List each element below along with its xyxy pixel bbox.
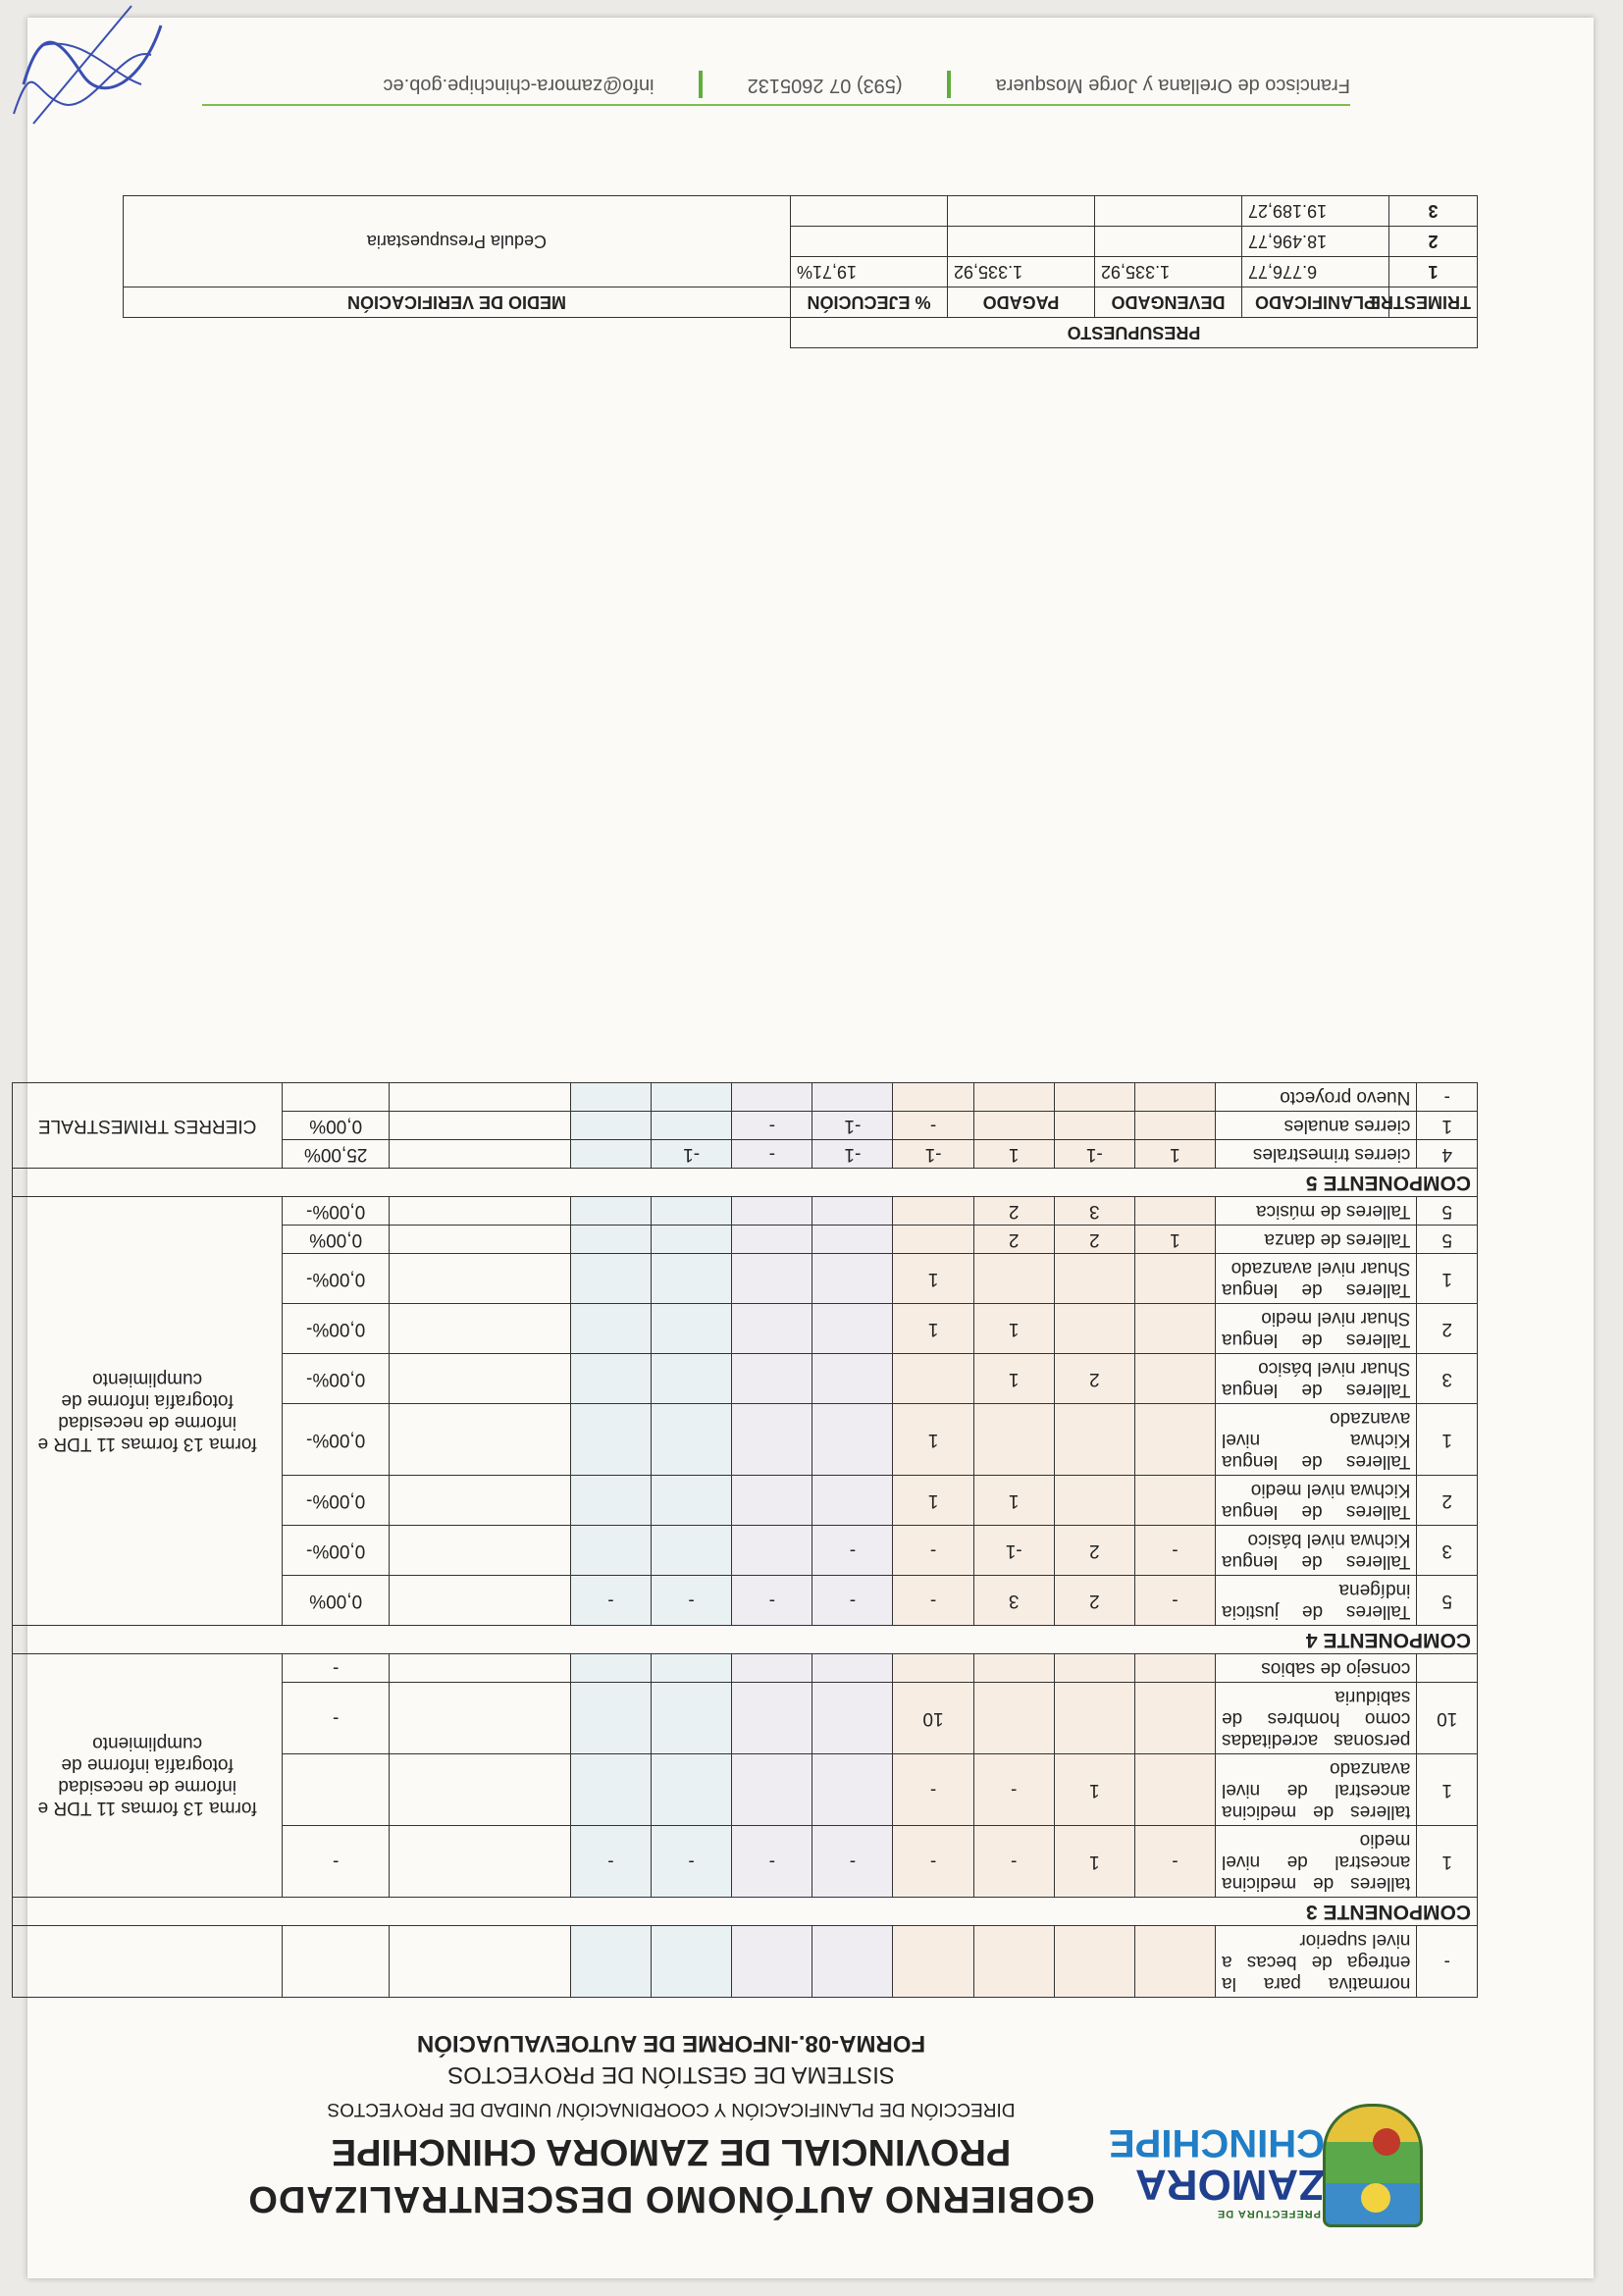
quarter-cell: -: [893, 1526, 973, 1576]
activity-cell: Talleres de lengua Kichwa nivel avanzado: [1216, 1404, 1417, 1476]
quarter-cell: 3: [1054, 1197, 1134, 1226]
quarter-cell: [973, 1112, 1054, 1140]
quarter-cell: 2: [973, 1226, 1054, 1254]
quarter-cell: 3: [973, 1576, 1054, 1626]
quarter-cell: -: [570, 1826, 651, 1898]
pct-cell: 0,00%-: [283, 1354, 390, 1404]
quarter-cell: [652, 1404, 732, 1476]
quarter-cell: [893, 1926, 973, 1998]
pct-cell: 0,00%: [283, 1576, 390, 1626]
quarter-cell: [812, 1354, 893, 1404]
quarter-cell: [1054, 1083, 1134, 1112]
quarter-cell: [652, 1254, 732, 1304]
activity-cell: Talleres de lengua Shuar nivel avanzado: [1216, 1254, 1417, 1304]
quarter-cell: [1134, 1404, 1215, 1476]
target-cell: 4: [1417, 1140, 1478, 1169]
quarter-cell: [732, 1476, 812, 1526]
footer-address: Francisco de Orellana y Jorge Mosquera: [995, 74, 1350, 96]
budget-planned: 19.189,27: [1242, 196, 1389, 227]
quarter-cell: [570, 1926, 651, 1998]
budget-accrued: 1.335,92: [1095, 257, 1242, 287]
quarter-cell: [732, 1226, 812, 1254]
quarter-cell: [732, 1654, 812, 1683]
quarter-cell: -: [1134, 1526, 1215, 1576]
quarter-cell: [812, 1683, 893, 1754]
quarter-cell: 1: [973, 1140, 1054, 1169]
quarter-cell: [973, 1254, 1054, 1304]
budget-table: [123, 195, 1478, 348]
prefecture-logo: [1108, 2051, 1423, 2227]
footer-separator: [947, 71, 951, 98]
quarter-cell: 1: [893, 1254, 973, 1304]
quarter-cell: [732, 1404, 812, 1476]
quarter-cell: [570, 1304, 651, 1354]
indicator-cell: [390, 1083, 571, 1112]
quarter-cell: [812, 1754, 893, 1826]
quarter-cell: [893, 1654, 973, 1683]
indicator-cell: [390, 1354, 571, 1404]
activity-cell: cierres anuales: [1216, 1112, 1417, 1140]
quarter-cell: [570, 1140, 651, 1169]
quarter-cell: -: [1134, 1576, 1215, 1626]
target-cell: 1: [1417, 1254, 1478, 1304]
target-cell: 3: [1417, 1526, 1478, 1576]
footer-separator: [699, 71, 703, 98]
document-sheet: [27, 18, 1594, 2278]
quarter-cell: [1134, 1754, 1215, 1826]
quarter-cell: [812, 1197, 893, 1226]
quarter-cell: -: [652, 1826, 732, 1898]
budget-column-header: DEVENGADO: [1095, 287, 1242, 318]
pct-cell: 0,00%-: [283, 1254, 390, 1304]
budget-quarter: 2: [1389, 227, 1478, 257]
component-header-row: [13, 1898, 1478, 1926]
verification-cell: forma 13 formas 11 TDR e informe de necesidad fotografía informe de cumplimiento: [13, 1654, 283, 1898]
quarter-cell: -: [812, 1576, 893, 1626]
quarter-cell: -1: [652, 1140, 732, 1169]
target-cell: 10: [1417, 1683, 1478, 1754]
footer-phone: (593) 07 2605132: [747, 74, 903, 96]
pct-cell: 0,00%: [283, 1226, 390, 1254]
budget-column-header: PLANIFICADO: [1242, 287, 1389, 318]
quarter-cell: -: [893, 1112, 973, 1140]
quarter-cell: [1054, 1254, 1134, 1304]
quarter-cell: [652, 1654, 732, 1683]
budget-planned: 6.776,77: [1242, 257, 1389, 287]
quarter-cell: [570, 1754, 651, 1826]
quarter-cell: [973, 1683, 1054, 1754]
activity-cell: Talleres de lengua Shuar nivel medio: [1216, 1304, 1417, 1354]
pct-cell: 0,00%-: [283, 1197, 390, 1226]
quarter-cell: 2: [1054, 1526, 1134, 1576]
quarter-cell: [732, 1254, 812, 1304]
activity-cell: Talleres de lengua Kichwa nivel medio: [1216, 1476, 1417, 1526]
quarter-cell: -: [812, 1526, 893, 1576]
quarter-cell: -: [732, 1112, 812, 1140]
budget-pct: 19,71%: [790, 257, 947, 287]
indicator-cell: [390, 1526, 571, 1576]
footer: [202, 71, 1350, 98]
component-title: COMPONENTE 4: [13, 1626, 1478, 1654]
quarter-cell: [973, 1404, 1054, 1476]
quarter-cell: [1134, 1197, 1215, 1226]
indicator-cell: [390, 1476, 571, 1526]
budget-row: [123, 257, 1477, 287]
activity-cell: talleres de medicina ancestral de nivel medio: [1216, 1826, 1417, 1898]
activity-cell: Nuevo proyecto: [1216, 1083, 1417, 1112]
quarter-cell: -1: [1054, 1140, 1134, 1169]
quarter-cell: [732, 1526, 812, 1576]
budget-column-header: % EJECUCIÓN: [790, 287, 947, 318]
table-row: [13, 1826, 1478, 1898]
handwritten-signature-icon: [4, 0, 181, 143]
pct-cell: 0,00%-: [283, 1526, 390, 1576]
quarter-cell: -: [732, 1826, 812, 1898]
quarter-cell: 2: [1054, 1354, 1134, 1404]
quarter-cell: [893, 1083, 973, 1112]
pct-cell: [283, 1083, 390, 1112]
quarter-cell: 1: [893, 1404, 973, 1476]
pct-cell: 0,00%-: [283, 1476, 390, 1526]
target-cell: -: [1417, 1926, 1478, 1998]
budget-pct: [790, 227, 947, 257]
indicator-cell: [390, 1404, 571, 1476]
quarter-cell: [812, 1226, 893, 1254]
budget-quarter: 1: [1389, 257, 1478, 287]
indicator-cell: [390, 1926, 571, 1998]
indicator-cell: [390, 1140, 571, 1169]
quarter-cell: [1054, 1304, 1134, 1354]
pct-cell: 0,00%: [283, 1112, 390, 1140]
indicator-cell: [390, 1683, 571, 1754]
quarter-cell: [812, 1926, 893, 1998]
indicator-cell: [390, 1254, 571, 1304]
quarter-cell: 2: [1054, 1576, 1134, 1626]
target-cell: 2: [1417, 1476, 1478, 1526]
quarter-cell: [1134, 1654, 1215, 1683]
target-cell: 5: [1417, 1576, 1478, 1626]
quarter-cell: -1: [812, 1112, 893, 1140]
logo-word-chinchipe: CHINCHIPE: [1108, 2121, 1325, 2165]
quarter-cell: 1: [973, 1354, 1054, 1404]
budget-column-header: PAGADO: [948, 287, 1095, 318]
quarter-cell: [973, 1654, 1054, 1683]
pct-cell: 25,00%: [283, 1140, 390, 1169]
quarter-cell: [652, 1226, 732, 1254]
quarter-cell: 1: [1134, 1140, 1215, 1169]
pct-cell: 0,00%-: [283, 1404, 390, 1476]
verification-cell: CIERRES TRIMESTRALE: [13, 1083, 283, 1169]
activity-cell: normativa para la entrega de becas a nivel superior: [1216, 1926, 1417, 1998]
indicator-cell: [390, 1826, 571, 1898]
activity-cell: personas acreditadas como hombres de sabiduria: [1216, 1683, 1417, 1754]
quarter-cell: [1134, 1476, 1215, 1526]
footer-divider: [202, 104, 1350, 106]
quarter-cell: [812, 1083, 893, 1112]
budget-accrued: [1095, 227, 1242, 257]
pct-cell: -: [283, 1826, 390, 1898]
table-row: [13, 1926, 1478, 1998]
activity-cell: Talleres de justicia indígena: [1216, 1576, 1417, 1626]
quarter-cell: -: [732, 1576, 812, 1626]
quarter-cell: [732, 1754, 812, 1826]
activity-cell: cierres trimestrales: [1216, 1140, 1417, 1169]
quarter-cell: [570, 1083, 651, 1112]
pct-cell: [283, 1754, 390, 1826]
quarter-cell: [732, 1197, 812, 1226]
verification-cell: forma 13 formas 11 TDR e informe de necesidad fotografía informe de cumplimiento: [13, 1197, 283, 1626]
evaluation-table: [12, 1082, 1478, 1998]
quarter-cell: [570, 1654, 651, 1683]
quarter-cell: 1: [893, 1304, 973, 1354]
quarter-cell: -: [1134, 1826, 1215, 1898]
quarter-cell: 1: [1054, 1754, 1134, 1826]
quarter-cell: [570, 1683, 651, 1754]
quarter-cell: 10: [893, 1683, 973, 1754]
logo-caption: PREFECTURA DE: [1216, 2208, 1321, 2219]
budget-paid: 1.335,92: [948, 257, 1095, 287]
quarter-cell: [652, 1526, 732, 1576]
activity-cell: talleres de medicina ancestral de nivel avanzado: [1216, 1754, 1417, 1826]
quarter-cell: -: [570, 1576, 651, 1626]
quarter-cell: -: [893, 1754, 973, 1826]
budget-quarter: 3: [1389, 196, 1478, 227]
institution-title: GOBIERNO AUTÓNOMO DESCENTRALIZADO: [247, 2178, 1095, 2219]
quarter-cell: [652, 1754, 732, 1826]
indicator-cell: [390, 1197, 571, 1226]
budget-column-header: TRIMESTRE: [1389, 287, 1478, 318]
quarter-cell: [1134, 1083, 1215, 1112]
quarter-cell: [570, 1476, 651, 1526]
quarter-cell: [1134, 1304, 1215, 1354]
target-cell: 1: [1417, 1826, 1478, 1898]
footer-email[interactable]: info@zamora-chinchipe.gob.ec: [383, 74, 654, 96]
quarter-cell: [732, 1304, 812, 1354]
quarter-cell: [1134, 1926, 1215, 1998]
activity-cell: Talleres de música: [1216, 1197, 1417, 1226]
indicator-cell: [390, 1226, 571, 1254]
quarter-cell: [1054, 1476, 1134, 1526]
form-title: FORMA-08.-INFORME DE AUTOEVALUACIÓN: [416, 2030, 926, 2057]
target-cell: [1417, 1654, 1478, 1683]
quarter-cell: [732, 1926, 812, 1998]
quarter-cell: -: [973, 1754, 1054, 1826]
target-cell: 1: [1417, 1754, 1478, 1826]
quarter-cell: [1054, 1112, 1134, 1140]
quarter-cell: 1: [973, 1304, 1054, 1354]
target-cell: 5: [1417, 1226, 1478, 1254]
quarter-cell: [652, 1197, 732, 1226]
budget-column-header: MEDIO DE VERIFICACIÓN: [123, 287, 790, 318]
component-title: COMPONENTE 5: [13, 1169, 1478, 1197]
quarter-cell: -1: [812, 1140, 893, 1169]
quarter-cell: [732, 1354, 812, 1404]
table-row: [13, 1576, 1478, 1626]
component-title: COMPONENTE 3: [13, 1898, 1478, 1926]
indicator-cell: [390, 1112, 571, 1140]
quarter-cell: [1134, 1683, 1215, 1754]
quarter-cell: [812, 1476, 893, 1526]
quarter-cell: [973, 1926, 1054, 1998]
quarter-cell: [1134, 1354, 1215, 1404]
coat-of-arms-icon: [1323, 2104, 1423, 2227]
quarter-cell: -: [812, 1826, 893, 1898]
quarter-cell: [652, 1083, 732, 1112]
target-cell: 5: [1417, 1197, 1478, 1226]
budget-paid: [948, 227, 1095, 257]
quarter-cell: 2: [1054, 1226, 1134, 1254]
quarter-cell: [732, 1083, 812, 1112]
quarter-cell: [570, 1254, 651, 1304]
quarter-cell: [893, 1354, 973, 1404]
quarter-cell: [1054, 1404, 1134, 1476]
quarter-cell: 1: [1134, 1226, 1215, 1254]
indicator-cell: [390, 1754, 571, 1826]
institution-subtitle: PROVINCIAL DE ZAMORA CHINCHIPE: [331, 2131, 1012, 2172]
budget-section-title: PRESUPUESTO: [790, 318, 1477, 348]
logo-word-zamora: ZAMORA: [1134, 2161, 1325, 2209]
budget-verification: Cedula Presupuestaria: [123, 196, 790, 287]
quarter-cell: [812, 1254, 893, 1304]
budget-accrued: [1095, 196, 1242, 227]
verification-cell: [13, 1926, 283, 1998]
quarter-cell: [652, 1304, 732, 1354]
quarter-cell: 1: [893, 1476, 973, 1526]
table-row: [13, 1140, 1478, 1169]
quarter-cell: [1054, 1683, 1134, 1754]
quarter-cell: [570, 1226, 651, 1254]
quarter-cell: [570, 1526, 651, 1576]
indicator-cell: [390, 1304, 571, 1354]
quarter-cell: [652, 1476, 732, 1526]
budget-paid: [948, 196, 1095, 227]
quarter-cell: [732, 1683, 812, 1754]
target-cell: 2: [1417, 1304, 1478, 1354]
quarter-cell: [652, 1683, 732, 1754]
quarter-cell: [812, 1404, 893, 1476]
quarter-cell: [1134, 1112, 1215, 1140]
system-line: SISTEMA DE GESTIÓN DE PROYECTOS: [447, 2061, 895, 2088]
target-cell: 3: [1417, 1354, 1478, 1404]
indicator-cell: [390, 1576, 571, 1626]
budget-planned: 18.496,77: [1242, 227, 1389, 257]
quarter-cell: [893, 1226, 973, 1254]
activity-cell: Talleres de lengua Kichwa nivel básico: [1216, 1526, 1417, 1576]
indicator-cell: [390, 1654, 571, 1683]
component-header-row: [13, 1626, 1478, 1654]
department-line: DIRECCIÓN DE PLANIFICACIÓN Y COORDINACIÓN/ UNIDAD DE PROYECTOS: [327, 2099, 1016, 2119]
quarter-cell: -1: [893, 1140, 973, 1169]
quarter-cell: -: [652, 1576, 732, 1626]
quarter-cell: -1: [973, 1526, 1054, 1576]
quarter-cell: [973, 1083, 1054, 1112]
quarter-cell: [570, 1354, 651, 1404]
quarter-cell: [812, 1654, 893, 1683]
target-cell: 1: [1417, 1112, 1478, 1140]
activity-cell: consejo de sabios: [1216, 1654, 1417, 1683]
budget-pct: [790, 196, 947, 227]
quarter-cell: [1134, 1254, 1215, 1304]
pct-cell: -: [283, 1654, 390, 1683]
quarter-cell: [1054, 1926, 1134, 1998]
pct-cell: [283, 1926, 390, 1998]
quarter-cell: [652, 1112, 732, 1140]
quarter-cell: [570, 1404, 651, 1476]
quarter-cell: [812, 1304, 893, 1354]
quarter-cell: -: [732, 1140, 812, 1169]
component-header-row: [13, 1169, 1478, 1197]
pct-cell: 0,00%-: [283, 1304, 390, 1354]
quarter-cell: [893, 1197, 973, 1226]
quarter-cell: [652, 1354, 732, 1404]
quarter-cell: -: [893, 1576, 973, 1626]
quarter-cell: [652, 1926, 732, 1998]
quarter-cell: [570, 1112, 651, 1140]
quarter-cell: 2: [973, 1197, 1054, 1226]
activity-cell: Talleres de danza: [1216, 1226, 1417, 1254]
quarter-cell: [1054, 1654, 1134, 1683]
target-cell: -: [1417, 1083, 1478, 1112]
activity-cell: Talleres de lengua Shuar nivel básico: [1216, 1354, 1417, 1404]
quarter-cell: -: [893, 1826, 973, 1898]
quarter-cell: 1: [973, 1476, 1054, 1526]
pct-cell: -: [283, 1683, 390, 1754]
quarter-cell: 1: [1054, 1826, 1134, 1898]
quarter-cell: -: [973, 1826, 1054, 1898]
quarter-cell: [570, 1197, 651, 1226]
target-cell: 1: [1417, 1404, 1478, 1476]
